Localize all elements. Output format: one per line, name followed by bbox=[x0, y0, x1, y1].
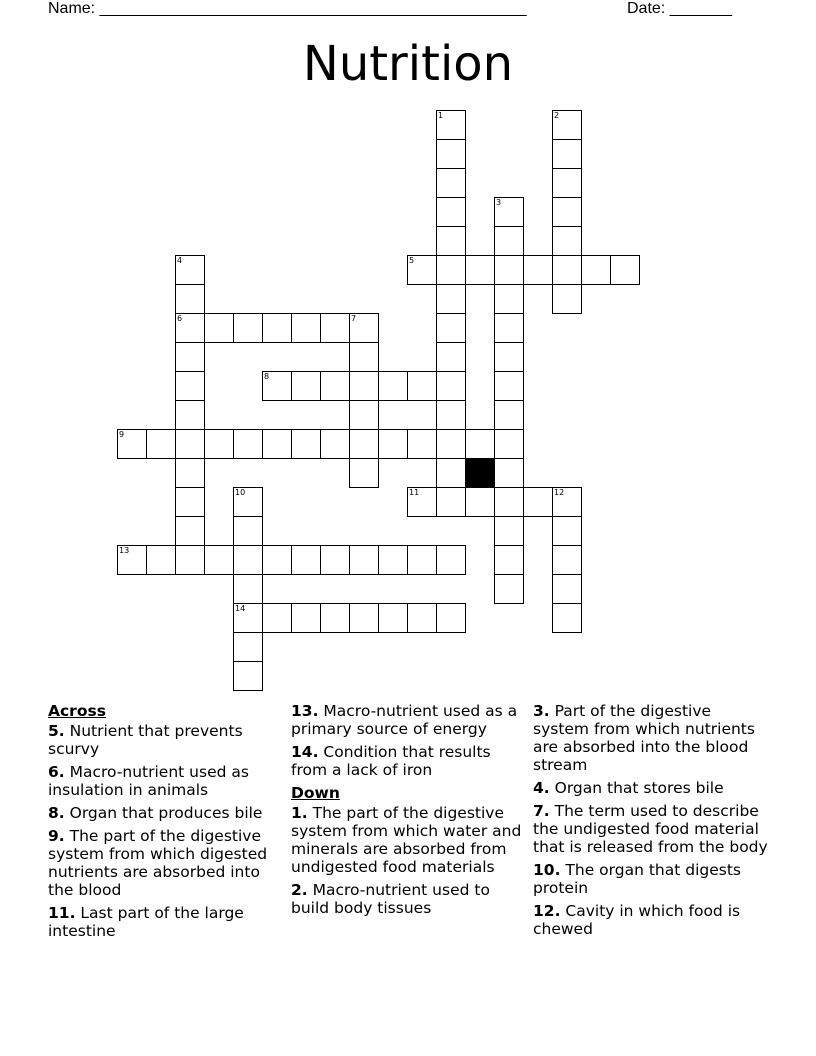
crossword-cell[interactable] bbox=[349, 400, 379, 430]
crossword-cell[interactable] bbox=[494, 487, 524, 517]
crossword-cell[interactable] bbox=[494, 429, 524, 459]
down-heading: Down bbox=[291, 784, 340, 802]
crossword-cell[interactable] bbox=[436, 110, 466, 140]
crossword-cell[interactable] bbox=[291, 313, 321, 343]
crossword-cell[interactable] bbox=[552, 197, 582, 227]
crossword-cell[interactable] bbox=[552, 487, 582, 517]
clue-number: 5 bbox=[409, 256, 415, 265]
crossword-cell[interactable] bbox=[262, 429, 292, 459]
crossword-cell[interactable] bbox=[436, 255, 466, 285]
crossword-cell[interactable] bbox=[291, 429, 321, 459]
crossword-cell[interactable] bbox=[494, 284, 524, 314]
crossword-cell[interactable] bbox=[494, 371, 524, 401]
crossword-cell[interactable] bbox=[146, 545, 176, 575]
crossword-cell[interactable] bbox=[552, 139, 582, 169]
crossword-cell[interactable] bbox=[407, 487, 437, 517]
black-cell bbox=[465, 458, 495, 488]
crossword-cell[interactable] bbox=[233, 661, 263, 691]
crossword-cell[interactable] bbox=[175, 342, 205, 372]
crossword-cell[interactable] bbox=[320, 603, 350, 633]
crossword-cell[interactable] bbox=[465, 255, 495, 285]
crossword-cell[interactable] bbox=[494, 574, 524, 604]
crossword-cell[interactable] bbox=[436, 313, 466, 343]
crossword-cell[interactable] bbox=[436, 197, 466, 227]
crossword-cell[interactable] bbox=[494, 255, 524, 285]
crossword-cell[interactable] bbox=[552, 168, 582, 198]
clue-across-5: 5. Nutrient that prevents scurvy bbox=[48, 722, 243, 758]
crossword-cell[interactable] bbox=[175, 487, 205, 517]
crossword-cell[interactable] bbox=[175, 400, 205, 430]
name-field-label[interactable]: Name: ________________________________________________ bbox=[48, 0, 527, 17]
crossword-cell[interactable] bbox=[320, 545, 350, 575]
clue-number: 10 bbox=[235, 488, 246, 497]
crossword-cell[interactable] bbox=[320, 371, 350, 401]
crossword-cell[interactable] bbox=[233, 516, 263, 546]
crossword-cell[interactable] bbox=[349, 458, 379, 488]
crossword-cell[interactable] bbox=[204, 313, 234, 343]
crossword-cell[interactable] bbox=[552, 516, 582, 546]
crossword-cell[interactable] bbox=[233, 545, 263, 575]
clue-number: 14 bbox=[235, 604, 246, 613]
crossword-cell[interactable] bbox=[262, 313, 292, 343]
crossword-cell[interactable] bbox=[291, 545, 321, 575]
crossword-cell[interactable] bbox=[117, 429, 147, 459]
crossword-cell[interactable] bbox=[378, 603, 408, 633]
crossword-cell[interactable] bbox=[407, 603, 437, 633]
crossword-cell[interactable] bbox=[378, 429, 408, 459]
clue-number: 12 bbox=[554, 488, 565, 497]
clue-number: 11 bbox=[409, 488, 420, 497]
crossword-cell[interactable] bbox=[436, 284, 466, 314]
crossword-cell[interactable] bbox=[494, 458, 524, 488]
crossword-cell[interactable] bbox=[262, 603, 292, 633]
clue-down-1: 1. The part of the digestive system from which water and minerals are absorbed from undigested food materials bbox=[291, 804, 522, 876]
crossword-cell[interactable] bbox=[349, 371, 379, 401]
clue-number: 13 bbox=[119, 546, 130, 555]
crossword-cell[interactable] bbox=[291, 603, 321, 633]
crossword-cell[interactable] bbox=[117, 545, 147, 575]
clue-across-8: 8. Organ that produces bile bbox=[48, 804, 263, 822]
clue-number: 8 bbox=[264, 372, 270, 381]
clues-column-1 bbox=[48, 702, 284, 945]
page-title: Nutrition bbox=[302, 36, 514, 92]
clue-down-10: 10. The organ that digests protein bbox=[533, 861, 741, 897]
crossword-cell[interactable] bbox=[552, 226, 582, 256]
across-heading: Across bbox=[48, 702, 106, 720]
crossword-cell[interactable] bbox=[494, 516, 524, 546]
crossword-cell[interactable] bbox=[407, 371, 437, 401]
crossword-cell[interactable] bbox=[349, 603, 379, 633]
crossword-cell[interactable] bbox=[436, 458, 466, 488]
crossword-cell[interactable] bbox=[175, 313, 205, 343]
crossword-cell[interactable] bbox=[581, 255, 611, 285]
date-field-label[interactable]: Date: _______ bbox=[627, 0, 732, 17]
clues-column-2 bbox=[291, 702, 523, 922]
crossword-cell[interactable] bbox=[610, 255, 640, 285]
crossword-cell[interactable] bbox=[523, 487, 553, 517]
crossword-cell[interactable] bbox=[436, 139, 466, 169]
clue-number: 9 bbox=[119, 430, 125, 439]
clue-down-2: 2. Macro-nutrient used to build body tissues bbox=[291, 881, 490, 917]
crossword-cell[interactable] bbox=[494, 313, 524, 343]
crossword-cell[interactable] bbox=[175, 255, 205, 285]
crossword-cell[interactable] bbox=[552, 574, 582, 604]
crossword-cell[interactable] bbox=[436, 371, 466, 401]
clue-across-11: 11. Last part of the large intestine bbox=[48, 904, 244, 940]
crossword-cell[interactable] bbox=[175, 516, 205, 546]
crossword-cell[interactable] bbox=[349, 545, 379, 575]
clue-number: 3 bbox=[496, 198, 502, 207]
crossword-cell[interactable] bbox=[494, 400, 524, 430]
crossword-cell[interactable] bbox=[436, 545, 466, 575]
clue-down-4: 4. Organ that stores bile bbox=[533, 779, 724, 797]
crossword-cell[interactable] bbox=[175, 371, 205, 401]
crossword-cell[interactable] bbox=[465, 487, 495, 517]
clue-across-9: 9. The part of the digestive system from which digested nutrients are absorbed into the blood bbox=[48, 827, 268, 899]
clue-number: 2 bbox=[554, 111, 560, 120]
clue-number: 7 bbox=[351, 314, 357, 323]
crossword-cell[interactable] bbox=[233, 574, 263, 604]
crossword-cell[interactable] bbox=[291, 371, 321, 401]
crossword-cell[interactable] bbox=[494, 342, 524, 372]
crossword-cell[interactable] bbox=[378, 371, 408, 401]
crossword-cell[interactable] bbox=[349, 313, 379, 343]
clue-down-7: 7. The term used to describe the undigested food material that is released from the body bbox=[533, 802, 768, 856]
crossword-cell[interactable] bbox=[349, 429, 379, 459]
clue-across-14: 14. Condition that results from a lack of iron bbox=[291, 743, 491, 779]
crossword-cell[interactable] bbox=[407, 255, 437, 285]
crossword-cell[interactable] bbox=[465, 429, 495, 459]
crossword-cell[interactable] bbox=[233, 632, 263, 662]
crossword-cell[interactable] bbox=[233, 313, 263, 343]
crossword-cell[interactable] bbox=[233, 603, 263, 633]
crossword-cell[interactable] bbox=[552, 284, 582, 314]
crossword-cell[interactable] bbox=[436, 400, 466, 430]
crossword-cell[interactable] bbox=[320, 429, 350, 459]
clue-down-3: 3. Part of the digestive system from which nutrients are absorbed into the blood stream bbox=[533, 702, 755, 774]
crossword-cell[interactable] bbox=[233, 429, 263, 459]
crossword-cell[interactable] bbox=[146, 429, 176, 459]
crossword-cell[interactable] bbox=[204, 429, 234, 459]
crossword-cell[interactable] bbox=[320, 313, 350, 343]
crossword-cell[interactable] bbox=[204, 545, 234, 575]
crossword-cell[interactable] bbox=[349, 342, 379, 372]
crossword-cell[interactable] bbox=[552, 110, 582, 140]
crossword-cell[interactable] bbox=[436, 603, 466, 633]
crossword-cell[interactable] bbox=[378, 545, 408, 575]
crossword-cell[interactable] bbox=[262, 545, 292, 575]
crossword-cell[interactable] bbox=[175, 545, 205, 575]
clue-across-13: 13. Macro-nutrient used as a primary source of energy bbox=[291, 702, 518, 738]
crossword-cell[interactable] bbox=[233, 487, 263, 517]
crossword-cell[interactable] bbox=[175, 458, 205, 488]
crossword-cell[interactable] bbox=[436, 168, 466, 198]
clue-number: 4 bbox=[177, 256, 183, 265]
crossword-cell[interactable] bbox=[436, 342, 466, 372]
crossword-cell[interactable] bbox=[552, 255, 582, 285]
crossword-cell[interactable] bbox=[436, 487, 466, 517]
crossword-cell[interactable] bbox=[494, 226, 524, 256]
clue-number: 6 bbox=[177, 314, 183, 323]
clue-across-6: 6. Macro-nutrient used as insulation in animals bbox=[48, 763, 249, 799]
crossword-cell[interactable] bbox=[552, 545, 582, 575]
crossword-cell[interactable] bbox=[494, 545, 524, 575]
crossword-cell[interactable] bbox=[175, 429, 205, 459]
clue-number: 1 bbox=[438, 111, 444, 120]
crossword-cell[interactable] bbox=[175, 284, 205, 314]
crossword-cell[interactable] bbox=[407, 429, 437, 459]
crossword-cell[interactable] bbox=[523, 255, 553, 285]
crossword-cell[interactable] bbox=[407, 545, 437, 575]
crossword-cell[interactable] bbox=[436, 429, 466, 459]
crossword-cell[interactable] bbox=[494, 197, 524, 227]
clues-column-3 bbox=[533, 702, 769, 943]
crossword-cell[interactable] bbox=[262, 371, 292, 401]
clue-down-12: 12. Cavity in which food is chewed bbox=[533, 902, 741, 938]
crossword-cell[interactable] bbox=[552, 603, 582, 633]
crossword-cell[interactable] bbox=[436, 226, 466, 256]
